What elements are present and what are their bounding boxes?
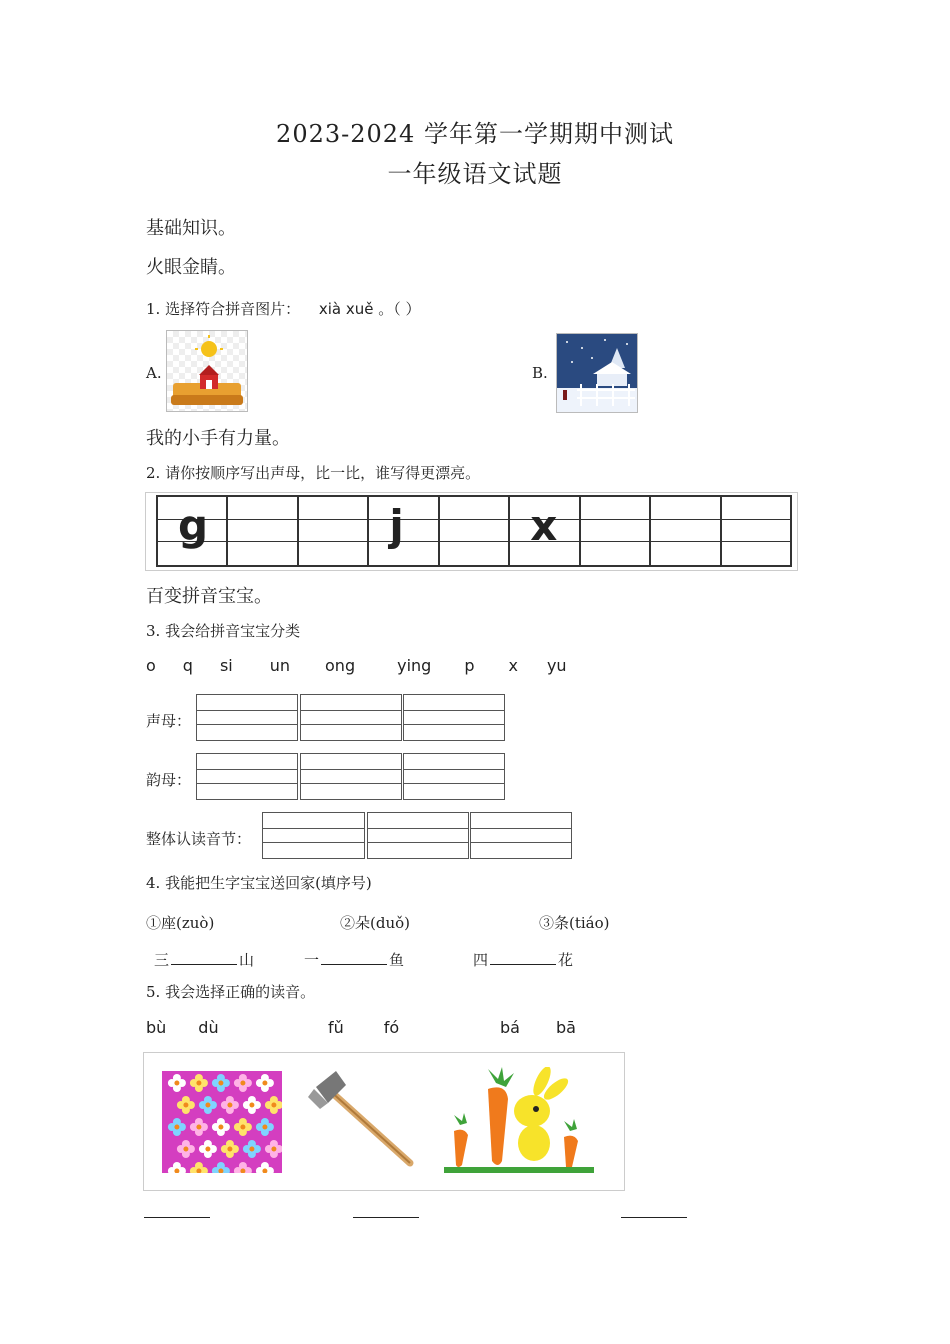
q2-prompt: 2. 请你按顺序写出声母，比一比，谁写得更漂亮。: [146, 464, 481, 482]
pinyin-item: si: [219, 656, 233, 675]
writing-cell[interactable]: [720, 497, 790, 565]
writing-letter: x: [530, 501, 558, 550]
exam-subtitle: 一年级语文试题: [387, 160, 563, 188]
answer-line-2[interactable]: [353, 1217, 419, 1218]
q1-text: 1. 选择符合拼音图片：: [146, 300, 301, 318]
section-basic: 基础知识。: [146, 218, 236, 239]
q5-pair-2: [328, 1018, 399, 1037]
flower-cloth-icon[interactable]: [162, 1071, 282, 1173]
q1-paren: 。（ ）: [378, 300, 421, 318]
fill2-post: 鱼: [389, 951, 405, 969]
zhengti-box-1[interactable]: [262, 812, 365, 859]
pinyin-ba1: bā: [555, 1018, 576, 1037]
pinyin-items-row: [146, 656, 567, 675]
pinyin-item: x: [508, 656, 518, 675]
answer-line-1[interactable]: [144, 1217, 210, 1218]
pinyin-item: un: [269, 656, 291, 675]
writing-cell[interactable]: [226, 497, 296, 565]
zhengti-box-3[interactable]: [470, 812, 572, 859]
fill1-pre: 三: [154, 951, 170, 969]
label-zhengti: 整体认读音节：: [146, 830, 252, 848]
section-pinyin: 百变拼音宝宝。: [146, 586, 272, 607]
pinyin-item: yu: [546, 656, 567, 675]
pinyin-fu: fǔ: [328, 1018, 344, 1037]
pinyin-item: q: [182, 656, 193, 675]
writing-cell[interactable]: [438, 497, 508, 565]
q4-fill-1: [154, 949, 254, 970]
pinyin-fo: fó: [383, 1018, 400, 1037]
q5-prompt: 5. 我会选择正确的读音。: [146, 983, 316, 1001]
fill1-blank[interactable]: [171, 950, 237, 965]
q5-pair-1: [146, 1018, 219, 1037]
section-eyes: 火眼金睛。: [146, 257, 236, 278]
answer-line-3[interactable]: [621, 1217, 687, 1218]
exam-title: 2023-2024 学年第一学期期中测试: [276, 120, 674, 148]
yunmu-box-3[interactable]: [403, 753, 505, 800]
label-shengmu: 声母：: [146, 712, 192, 730]
q4-option-1: ①座(zuò): [146, 914, 215, 932]
pinyin-du: dù: [198, 1018, 219, 1037]
q5-image-panel: [143, 1052, 625, 1191]
farm-sun-icon: [167, 331, 247, 411]
writing-letter: j: [389, 501, 404, 550]
shengmu-box-1[interactable]: [196, 694, 298, 741]
writing-grid: [156, 495, 792, 567]
axe-icon[interactable]: [306, 1067, 426, 1169]
q4-prompt: 4. 我能把生字宝宝送回家(填序号): [146, 874, 372, 892]
rabbit-carrot-icon[interactable]: [444, 1067, 594, 1173]
pinyin-item: ong: [325, 656, 356, 675]
fill1-post: 山: [239, 951, 255, 969]
writing-cell[interactable]: [367, 497, 437, 565]
fill2-blank[interactable]: [321, 950, 387, 965]
writing-letter: g: [178, 501, 209, 550]
q3-prompt: 3. 我会给拼音宝宝分类: [146, 622, 301, 640]
q4-option-3: ③条(tiáo): [539, 914, 610, 932]
writing-cell[interactable]: [297, 497, 367, 565]
fill3-blank[interactable]: [490, 950, 556, 965]
writing-grid-frame: [145, 492, 798, 571]
snow-scene-icon: [557, 334, 637, 412]
zhengti-box-2[interactable]: [367, 812, 469, 859]
pinyin-item: ying: [397, 656, 432, 675]
q1-pinyin: xià xuě: [318, 300, 374, 318]
q4-option-2: ②朵(duǒ): [340, 914, 410, 932]
yunmu-box-2[interactable]: [300, 753, 402, 800]
section-hands: 我的小手有力量。: [146, 428, 290, 449]
option-a-label: A.: [146, 364, 162, 382]
pinyin-ba2: bá: [500, 1018, 520, 1037]
q1-prompt: [146, 298, 421, 319]
pinyin-item: p: [464, 656, 475, 675]
writing-cell[interactable]: [158, 497, 226, 565]
q4-fill-3: [473, 949, 573, 970]
option-b-image[interactable]: [556, 333, 638, 413]
option-b-label: B.: [532, 364, 548, 382]
label-yunmu: 韵母：: [146, 771, 192, 789]
fill3-post: 花: [558, 951, 574, 969]
fill2-pre: 一: [304, 951, 320, 969]
writing-cell[interactable]: [508, 497, 578, 565]
q4-fill-2: [304, 949, 404, 970]
fill3-pre: 四: [473, 951, 489, 969]
shengmu-box-3[interactable]: [403, 694, 505, 741]
pinyin-bu: bù: [146, 1018, 167, 1037]
pinyin-item: o: [146, 656, 156, 675]
yunmu-box-1[interactable]: [196, 753, 298, 800]
option-a-image[interactable]: [166, 330, 248, 412]
writing-cell[interactable]: [649, 497, 719, 565]
shengmu-box-2[interactable]: [300, 694, 402, 741]
writing-cell[interactable]: [579, 497, 649, 565]
q5-pair-3: [500, 1018, 576, 1037]
